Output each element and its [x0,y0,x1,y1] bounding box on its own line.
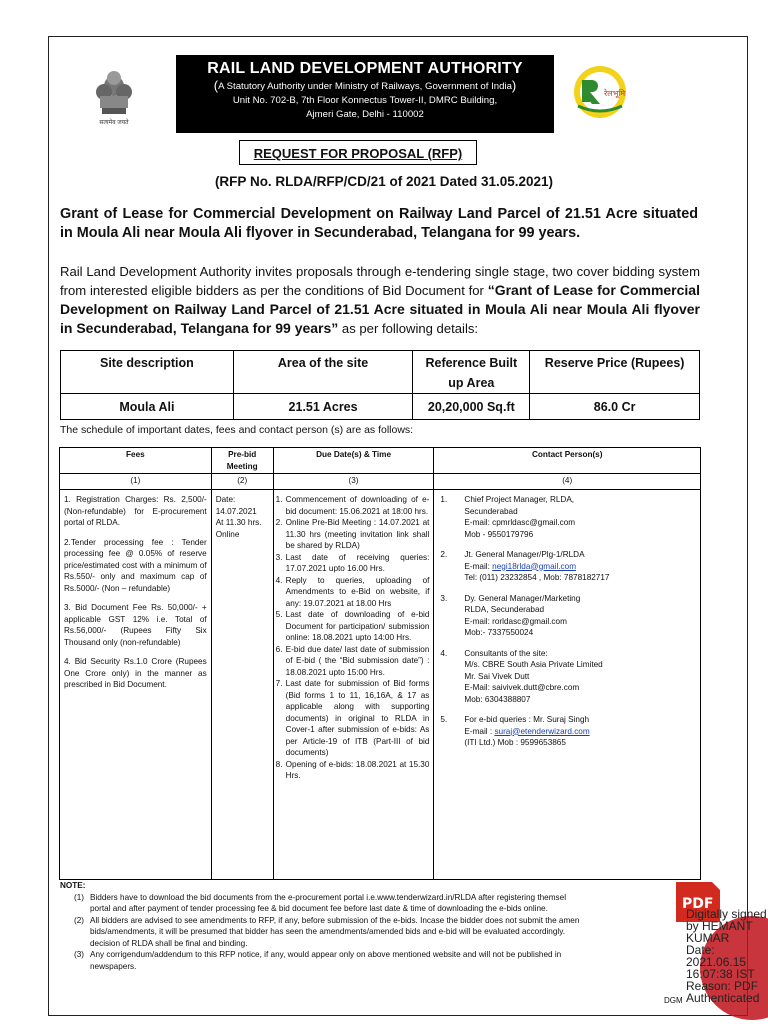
prebid-cell [211,490,273,880]
site-table-header: Reference Built up Area [413,351,530,394]
rlda-logo-icon [568,62,632,128]
site-table-cell: 86.0 Cr [530,394,700,420]
site-table-cell: Moula Ali [61,394,234,420]
schedule-header: Due Date(s) & Time [273,448,434,474]
schedule-col-number: (1) [60,474,212,490]
prebid-line: 14.07.2021 [215,506,257,516]
header-banner [176,55,554,133]
fees-item: 1. Registration Charges: Rs. 2,500/- (Non-refundable) for E-procurement portal of RLDA. [64,495,207,527]
site-table-cell: 21.51 Acres [233,394,413,420]
note-line: portal and after payment of tender processing fee & bid document fee before last date & time of downloading the e-bids online. [90,904,548,913]
org-address-line2: Ajmeri Gate, Delhi - 110002 [306,109,424,120]
schedule-col-number: (2) [211,474,273,490]
site-table-header: Site description [61,351,234,394]
intro-bold-text: “Grant of Lease for Commercial Development on Railway Land Parcel of 21.51 Acre situated in Moula Ali near Moula Ali flyover in Secunderabad, Telangana for 99 years” [60,282,700,336]
emblem-caption: सत्यमेव जयते [99,120,129,126]
email-link[interactable]: E-mail: negi18rlda@gmail.com [464,561,577,571]
intro-paragraph [60,262,700,338]
org-name: RAIL LAND DEVELOPMENT AUTHORITY [207,60,523,77]
fees-item: 2.Tender processing fee : Tender processing fee @ 0.05% of reserve price/estimated cost with a minimum of Rs.550/- only and maximum cap of Rs.5000/- (Non – refundable) [64,537,207,593]
site-details-table [60,350,700,420]
contact-item: 3. Dy. General Manager/Marketing RLDA, Secunderabad E-mail: rorldasc@gmail.com Mob:- 7337550024 [440,593,581,637]
due-item: 1. Commencement of downloading of e-bid document: 15.06.2021 at 18:00 hrs. [275,495,430,516]
digital-signature-text: Digitally signed by HEMANT KUMAR Date: 2021.06.15 16:07:38 IST Reason: PDF Authenticated [686,907,767,1005]
org-address-line1: Unit No. 702-B, 7th Floor Konnectus Tower-II, DMRC Building, [232,95,498,106]
intro-plain-text: Rail Land Development Authority invites proposals through e-tendering single stage, two cover bidding system from interested eligible bidders as per the conditions of Bid Document for [60,264,700,298]
org-subtitle: (A Statutory Authority under Ministry of Railways, Government of India) [213,78,517,93]
schedule-header: Pre-bid Meeting [211,448,273,474]
contact-item: 2. Jt. General Manager/Plg-1/RLDA E-mail: negi18rlda@gmail.com Tel: (011) 23232854 , Mob: 7878182717 [440,550,610,582]
prebid-line: Date: [215,495,236,504]
schedule-header: Contact Person(s) [434,448,701,474]
schedule-col-number: (4) [434,474,701,490]
intro-tail-text: as per following details: [338,321,479,336]
fees-item: 4. Bid Security Rs.1.0 Crore (Rupees One Crore only) in the manner as prescribed in Bid Document. [64,657,207,689]
rfp-heading-box [239,140,477,165]
note-line: newspapers. [90,961,137,971]
contacts-cell [434,490,701,880]
note-line: bids/amendments, it will be presumed that bidder has seen the amendments/amended bids and e-bid will be evaluated accordingly. [90,927,565,936]
schedule-header: Fees [60,448,212,474]
schedule-number-row [60,474,701,490]
site-table-header-row [61,351,700,394]
prebid-line: Online [215,529,240,539]
contact-item: 4. Consultants of the site: M/s. CBRE South Asia Private Limited Mr. Sai Vivek Dutt E-Mail: saivivek.dutt@cbre.com Mob: 6304388807 [440,648,603,704]
fees-item: 3. Bid Document Fee Rs. 50,000/- + applicable GST 12% i.e. Total of Rs.56,000/- (Rupees Fifty Six Thousand only (non-refundable) [64,603,207,647]
schedule-col-number: (3) [273,474,434,490]
due-item: 3. Last date of receiving queries: 17.07.2021 upto 16.00 Hrs. [275,552,430,573]
site-table-cell: 20,20,000 Sq.ft [413,394,530,420]
contact-item: 5. For e-bid queries : Mr. Suraj Singh E-mail : suraj@etenderwizard.com (ITI Ltd.) Mob : 9599653865 [440,715,590,747]
svg-text:PDF: PDF [682,896,714,912]
schedule-body-row [60,490,701,880]
schedule-table [59,447,701,880]
site-table-row [61,394,700,420]
due-item: 7. Last date for submission of Bid forms (Bid forms 1 to 11, 16,16A, & 17 as applicable along with supporting documents) in original to RLDA in Cover-1 after submission of e-bids: As per Article-19 of ITB (Part-III of bid documents) [275,679,430,757]
due-item: 5. Last date of downloading of e-bid Document for participation/ submission online: 18.08.2021 upto 14:00 Hrs. [275,610,430,642]
notes-label: NOTE: [60,881,86,890]
schedule-header-row [60,448,701,474]
contact-item: 1. Chief Project Manager, RLDA, Secunderabad E-mail: cpmrldasc@gmail.com Mob - 9550179796 [440,495,576,539]
site-table-header: Area of the site [233,351,413,394]
note-line: (2) All bidders are advised to see amendments to RFP, if any, before submission of the e-bids. Incase the bidder does not submit the amen [73,915,580,925]
site-table-header: Reserve Price (Rupees) [530,351,700,394]
due-item: 4. Reply to queries, uploading of Amendments to e-Bid on website, if any: 19.07.2021 at 18.00 Hrs [275,575,430,608]
fees-cell [60,490,212,880]
due-dates-cell [273,490,434,880]
svg-text:रेलभूमि: रेलभूमि [604,89,626,98]
dgm-label: DGM [664,996,683,1005]
rfp-heading: REQUEST FOR PROPOSAL (RFP) [253,146,463,161]
notes-section [60,880,700,972]
schedule-caption: The schedule of important dates, fees and contact person (s) are as follows: [60,424,414,436]
due-item: 8. Opening of e-bids: 18.08.2021 at 15.30 Hrs. [275,759,430,780]
note-line: decision of RLDA shall be final and binding. [90,938,248,948]
rfp-number: (RFP No. RLDA/RFP/CD/21 of 2021 Dated 31.05.2021) [214,174,554,189]
due-item: 2. Online Pre-Bid Meeting : 14.07.2021 at 11.30 hrs (meeting invitation link shall be shared by RLDA) [275,518,430,550]
document-title: Grant of Lease for Commercial Development on Railway Land Parcel of 21.51 Acre situated in Moula Ali near Moula Ali flyover in Secunderabad, Telangana for 99 years. [60,206,698,241]
email-link[interactable]: E-mail : suraj@etenderwizard.com [464,726,590,736]
due-item: 6. E-bid due date/ last date of submission of E-bid ( the “Bid submission date”) : 18.08.2021 upto 15:00 Hrs. [275,644,430,677]
note-line: (3) Any corrigendum/addendum to this RFP notice, if any, would appear only on above mentioned website and will not be published in [73,950,562,959]
note-line: (1) Bidders have to download the bid documents from the e-procurement portal i.e.www.tenderwizard.in/RLDA after registering themsel [73,892,567,902]
prebid-line: At 11.30 hrs. [215,518,262,527]
